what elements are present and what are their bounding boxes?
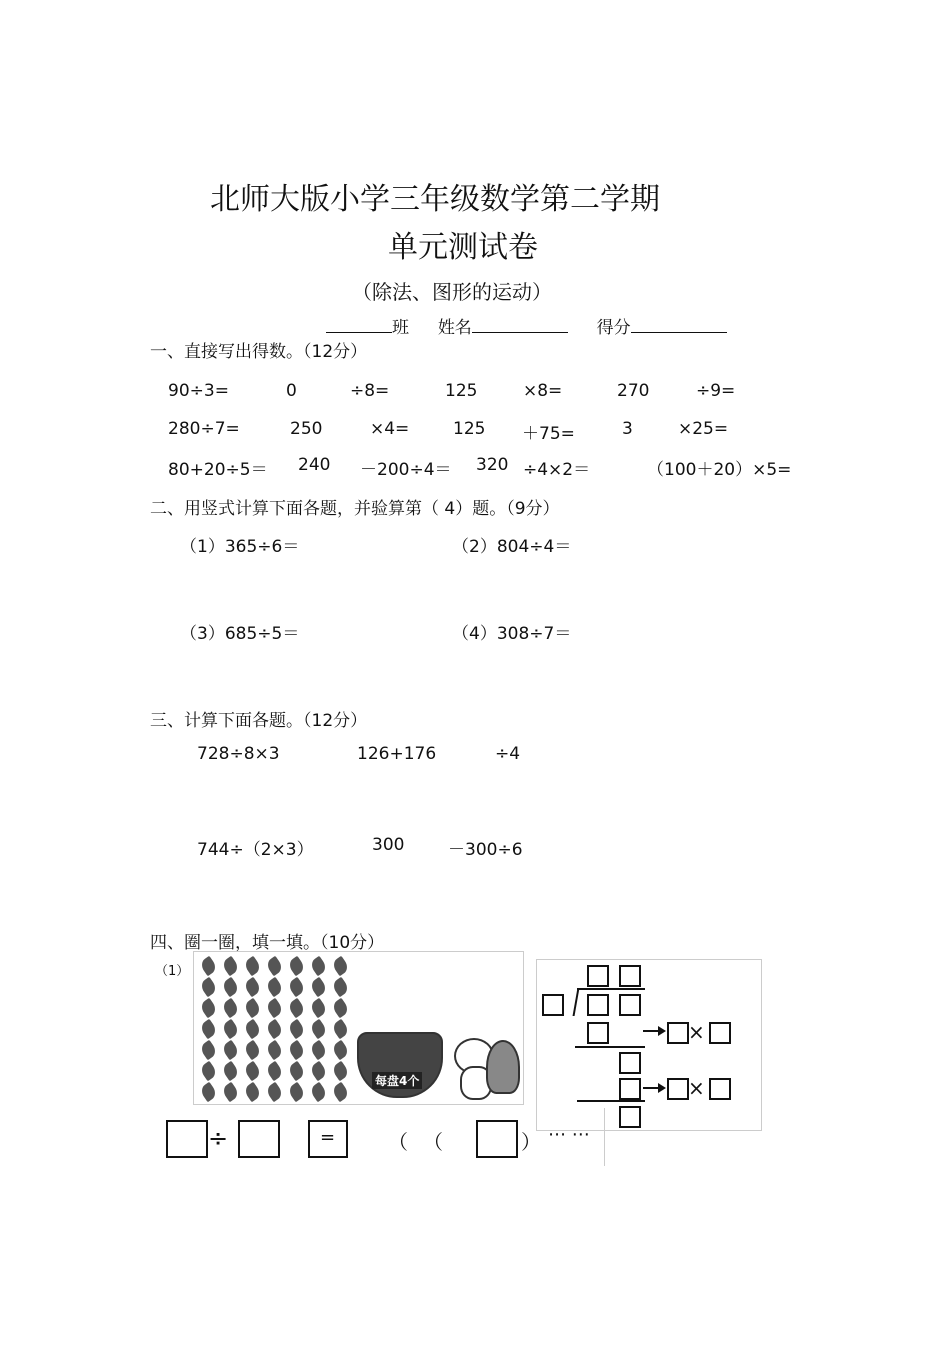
mental-math-item: 3 [622, 419, 633, 439]
pinecone-icon [265, 1082, 285, 1103]
remainder1-box[interactable] [619, 1052, 641, 1074]
name-blank[interactable] [472, 316, 568, 333]
title-line1: 北师大版小学三年级数学第二学期 [210, 182, 660, 217]
paren-2: （ [423, 1130, 443, 1154]
pinecone-icon [221, 1040, 241, 1061]
title-line2: 单元测试卷 [388, 230, 538, 265]
pinecone-icon [287, 1040, 307, 1061]
mental-math-item: 240 [298, 455, 331, 475]
pinecone-icon [287, 977, 307, 998]
bracket-side [573, 988, 580, 1016]
pinecone-icon [243, 1082, 263, 1103]
dividend-answer-box[interactable] [166, 1120, 208, 1158]
pinecone-icon [331, 1061, 351, 1082]
equals-sign: = [320, 1127, 336, 1148]
pinecone-icon [243, 977, 263, 998]
mental-math-item: ÷4×2＝ [523, 460, 591, 480]
basket-label: 每盘4个 [372, 1072, 422, 1089]
pinecone-icon [331, 1019, 351, 1040]
pinecone-icon [265, 998, 285, 1019]
problem-3-2b: ÷4 [495, 744, 521, 764]
pinecone-icon [199, 998, 219, 1019]
subtitle: （除法、图形的运动） [352, 280, 552, 304]
pinecone-icon [287, 1061, 307, 1082]
pinecone-icon [331, 1082, 351, 1103]
pinecone-icon [309, 977, 329, 998]
problem-3-4a: 300 [372, 835, 405, 855]
squirrel-icon [446, 1032, 518, 1100]
problem-2-4: （4）308÷7＝ [452, 624, 572, 644]
pinecone-icon [221, 1061, 241, 1082]
pinecone-icon [265, 1061, 285, 1082]
section-2-heading: 二、用竖式计算下面各题，并验算第（ 4）题。（9分） [150, 499, 560, 519]
step2-product-box[interactable] [619, 1078, 641, 1100]
section-3-heading: 三、计算下面各题。（12分） [150, 711, 368, 731]
score-blank[interactable] [631, 316, 727, 333]
pinecone-icon [331, 998, 351, 1019]
division-diagram [536, 959, 762, 1131]
pinecone-icon [309, 1082, 329, 1103]
pinecone-icon [331, 956, 351, 977]
pinecone-icon [309, 956, 329, 977]
pinecone-icon [265, 1040, 285, 1061]
divide-sign: ÷ [208, 1124, 229, 1152]
pinecone-icon [309, 998, 329, 1019]
pinecone-icon [199, 1082, 219, 1103]
ellipsis: ⋯ ⋯ [548, 1124, 590, 1145]
mental-math-item: （100＋20）×5= [647, 460, 792, 480]
mental-math-item: 280÷7= [168, 419, 240, 439]
pinecone-icon [199, 1040, 219, 1061]
paren-3: ） [521, 1130, 541, 1154]
pinecone-icon [287, 1082, 307, 1103]
mental-math-item: 80+20÷5＝ [168, 460, 268, 480]
mental-math-item: 125 [445, 381, 478, 401]
bracket-top [577, 988, 645, 990]
arrow-head-2 [658, 1083, 666, 1093]
pinecone-icon [331, 977, 351, 998]
arrow-head [658, 1026, 666, 1036]
pinecone-icon [221, 977, 241, 998]
times-sign-1: × [688, 1020, 705, 1044]
mental-math-item: ＋75= [522, 424, 575, 444]
pinecone-picture [193, 951, 524, 1105]
dividend-box-1[interactable] [587, 994, 609, 1016]
problem-3-1: 728÷8×3 [197, 744, 280, 764]
pinecone-icon [199, 1019, 219, 1040]
mental-math-item: －200÷4＝ [360, 460, 452, 480]
times-sign-2: × [688, 1076, 705, 1100]
divisor-box[interactable] [542, 994, 564, 1016]
check1-box-b[interactable] [709, 1022, 731, 1044]
quotient-answer-box[interactable] [476, 1120, 518, 1158]
mental-math-item: ÷9= [696, 381, 736, 401]
divider-line [604, 1108, 605, 1166]
dividend-box-2[interactable] [619, 994, 641, 1016]
step2-line [577, 1100, 645, 1102]
problem-3-2a: 126+176 [357, 744, 437, 764]
section-1-heading: 一、直接写出得数。（12分） [150, 342, 368, 362]
problem-3-4b: －300÷6 [448, 840, 523, 860]
q1-label: （1） [155, 964, 190, 979]
mental-math-item: ×25= [678, 419, 729, 439]
arrow-icon-2 [643, 1087, 659, 1089]
section-4-heading: 四、圈一圈，填一填。（10分） [150, 933, 385, 953]
divisor-answer-box[interactable] [238, 1120, 280, 1158]
pinecone-icon [199, 977, 219, 998]
pinecone-icon [265, 1019, 285, 1040]
pinecone-icon [265, 977, 285, 998]
pinecone-icon [265, 956, 285, 977]
mental-math-item: 0 [286, 381, 297, 401]
class-label: 班 [392, 318, 409, 338]
problem-2-3: （3）685÷5＝ [180, 624, 300, 644]
mental-math-item: 90÷3= [168, 381, 229, 401]
check1-box-a[interactable] [667, 1022, 689, 1044]
name-label: 姓名 [437, 318, 472, 338]
step1-product-box[interactable] [587, 1022, 609, 1044]
pinecone-icon [221, 998, 241, 1019]
pinecone-icon [199, 956, 219, 977]
mental-math-item: ×8= [523, 381, 563, 401]
problem-2-1: （1）365÷6＝ [180, 537, 300, 557]
pinecone-icon [221, 956, 241, 977]
pinecone-icon [309, 1061, 329, 1082]
pinecone-icon [199, 1061, 219, 1082]
problem-2-2: （2）804÷4＝ [452, 537, 572, 557]
mental-math-item: ÷8= [350, 381, 390, 401]
pinecone-icon [221, 1019, 241, 1040]
pinecone-icon [331, 1040, 351, 1061]
check2-box-a[interactable] [667, 1078, 689, 1100]
problem-3-3: 744÷（2×3） [197, 840, 314, 860]
mental-math-item: ×4= [370, 419, 410, 439]
pinecone-icon [309, 1040, 329, 1061]
pinecone-icon [221, 1082, 241, 1103]
mental-math-item: 270 [617, 381, 650, 401]
check2-box-b[interactable] [709, 1078, 731, 1100]
quotient-box-1[interactable] [587, 965, 609, 987]
quotient-box-2[interactable] [619, 965, 641, 987]
pinecone-icon [243, 956, 263, 977]
class-blank[interactable] [326, 316, 392, 333]
pinecone-icon [243, 1061, 263, 1082]
pinecone-icon [287, 956, 307, 977]
mental-math-item: 125 [453, 419, 486, 439]
pinecone-icon [287, 1019, 307, 1040]
mental-math-item: 320 [476, 455, 509, 475]
paren-1: （ [388, 1130, 408, 1154]
pinecone-icon [287, 998, 307, 1019]
mental-math-item: 250 [290, 419, 323, 439]
pinecone-icon [243, 1040, 263, 1061]
score-label: 得分 [596, 318, 631, 338]
pinecone-icon [243, 1019, 263, 1040]
pinecone-icon [309, 1019, 329, 1040]
header-info [326, 313, 727, 338]
remainder2-box[interactable] [619, 1106, 641, 1128]
step1-line [575, 1046, 645, 1048]
pinecone-icon [243, 998, 263, 1019]
arrow-icon [643, 1030, 659, 1032]
